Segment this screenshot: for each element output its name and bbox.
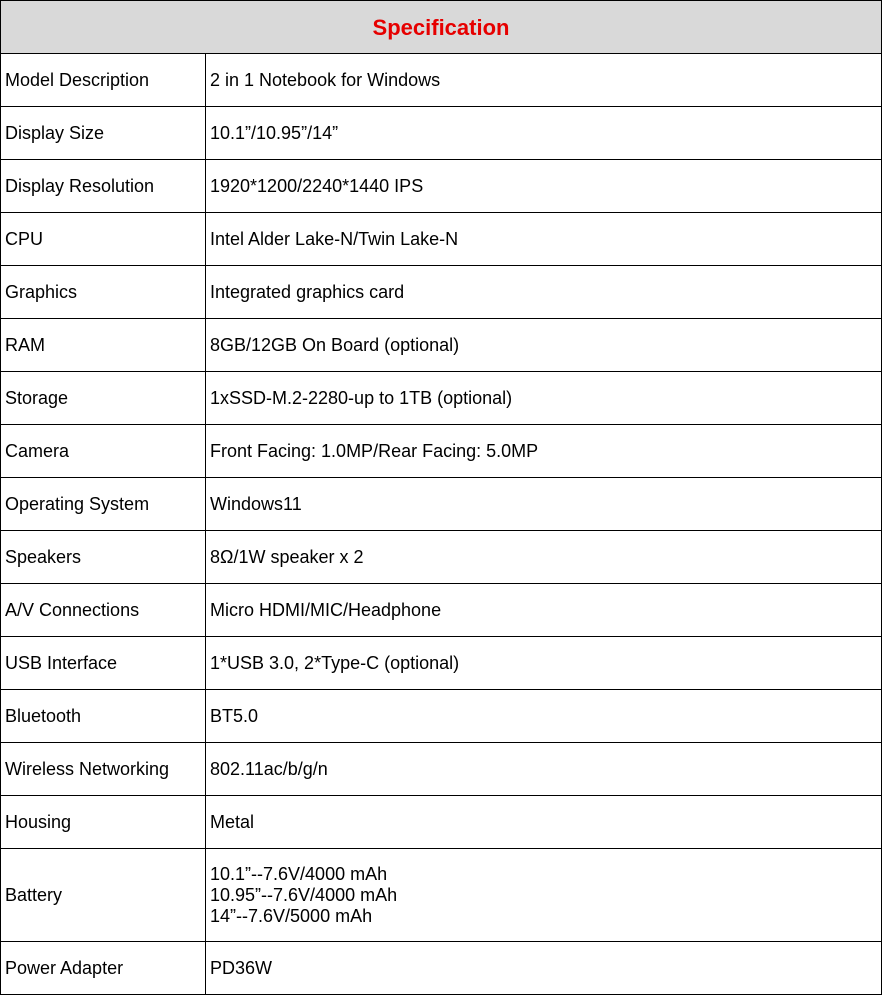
table-row	[1, 478, 882, 531]
table-row	[1, 160, 882, 213]
spec-label: Camera	[1, 425, 206, 478]
spec-label: CPU	[1, 213, 206, 266]
spec-value	[206, 690, 882, 743]
spec-label: Storage	[1, 372, 206, 425]
spec-value-line: Metal	[210, 811, 255, 832]
spec-label: Wireless Networking	[1, 743, 206, 796]
spec-value	[206, 160, 882, 213]
table-row	[1, 266, 882, 319]
spec-value	[206, 478, 882, 531]
table-row	[1, 796, 882, 849]
spec-value-line: 2 in 1 Notebook for Windows	[210, 69, 441, 90]
spec-label: Display Size	[1, 107, 206, 160]
table-row	[1, 584, 882, 637]
spec-value	[206, 107, 882, 160]
spec-value-line: 1xSSD-M.2-2280-up to 1TB (optional)	[210, 387, 513, 408]
spec-value-line: 802.11ac/b/g/n	[210, 758, 328, 779]
table-row	[1, 743, 882, 796]
spec-value-line: Windows11	[210, 493, 302, 514]
table-body	[1, 54, 882, 995]
spec-label: Model Description	[1, 54, 206, 107]
spec-value	[206, 425, 882, 478]
spec-value	[206, 531, 882, 584]
spec-value-line: 14”--7.6V/5000 mAh	[210, 905, 373, 926]
spec-value	[206, 849, 882, 942]
spec-value	[206, 942, 882, 995]
spec-value	[206, 584, 882, 637]
spec-label: Battery	[1, 849, 206, 942]
spec-label: Operating System	[1, 478, 206, 531]
table-row	[1, 849, 882, 942]
spec-label: Speakers	[1, 531, 206, 584]
spec-value-line: 8GB/12GB On Board (optional)	[210, 334, 460, 355]
spec-value	[206, 743, 882, 796]
spec-label: A/V Connections	[1, 584, 206, 637]
spec-value	[206, 796, 882, 849]
table-row	[1, 319, 882, 372]
table-row	[1, 107, 882, 160]
table-row	[1, 54, 882, 107]
table-title-row	[1, 1, 882, 54]
spec-label: Graphics	[1, 266, 206, 319]
spec-label: Bluetooth	[1, 690, 206, 743]
spec-value	[206, 213, 882, 266]
spec-value-line: Intel Alder Lake-N/Twin Lake-N	[210, 228, 459, 249]
table-row	[1, 690, 882, 743]
spec-value-line: Micro HDMI/MIC/Headphone	[210, 599, 442, 620]
table-row	[1, 942, 882, 995]
table-title: Specification	[1, 1, 882, 54]
spec-value-line: Integrated graphics card	[210, 281, 405, 302]
spec-value-line: PD36W	[210, 957, 273, 978]
table-row	[1, 637, 882, 690]
spec-label: Display Resolution	[1, 160, 206, 213]
table-row	[1, 213, 882, 266]
table-row	[1, 372, 882, 425]
table-row	[1, 425, 882, 478]
spec-value-line: 10.95”--7.6V/4000 mAh	[210, 884, 398, 905]
spec-value-line: 1*USB 3.0, 2*Type-C (optional)	[210, 652, 460, 673]
spec-value-line: 8Ω/1W speaker x 2	[210, 546, 364, 567]
spec-value-line: 10.1”--7.6V/4000 mAh	[210, 863, 388, 884]
spec-value	[206, 266, 882, 319]
spec-label: Power Adapter	[1, 942, 206, 995]
spec-value	[206, 372, 882, 425]
spec-value-line: Front Facing: 1.0MP/Rear Facing: 5.0MP	[210, 440, 539, 461]
spec-label: RAM	[1, 319, 206, 372]
spec-value-line: 1920*1200/2240*1440 IPS	[210, 175, 424, 196]
spec-value	[206, 54, 882, 107]
spec-label: Housing	[1, 796, 206, 849]
spec-value-line: 10.1”/10.95”/14”	[210, 122, 339, 143]
table-row	[1, 531, 882, 584]
spec-value	[206, 319, 882, 372]
spec-value	[206, 637, 882, 690]
spec-label: USB Interface	[1, 637, 206, 690]
spec-value-line: BT5.0	[210, 705, 259, 726]
